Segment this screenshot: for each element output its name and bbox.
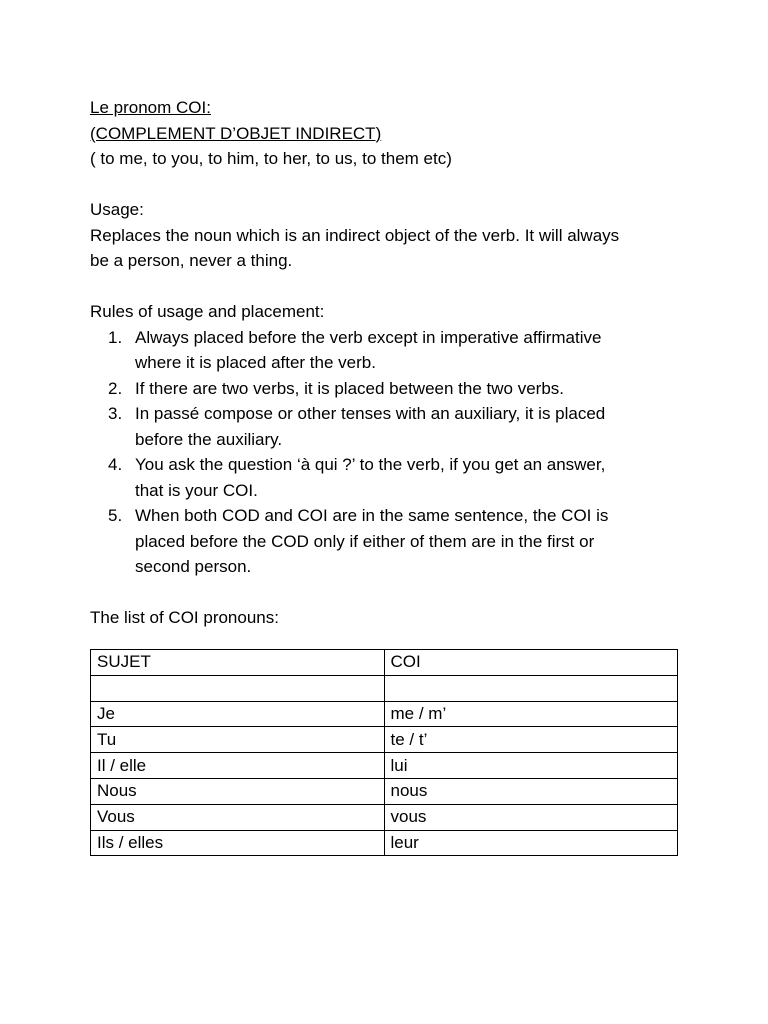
- rule-text-line: placed before the COD only if either of them are in the first or: [135, 531, 595, 551]
- table-cell: nous: [384, 778, 678, 804]
- table-cell: me / m’: [384, 701, 678, 727]
- table-cell: Tu: [91, 727, 385, 753]
- table-row: [91, 701, 678, 727]
- rule-text-line: In passé compose or other tenses with an auxiliary, it is placed: [135, 404, 606, 423]
- rule-number: 1.: [108, 327, 123, 347]
- table-cell: Vous: [91, 804, 385, 830]
- table-cell: Nous: [91, 778, 385, 804]
- list-heading: The list of COI pronouns:: [90, 608, 279, 627]
- rule-text-line: before the auxiliary.: [135, 429, 283, 449]
- spacer: [90, 274, 680, 300]
- table-cell: Ils / elles: [91, 830, 385, 856]
- rule-item-2: [90, 376, 680, 402]
- rule-text-line: that is your COI.: [135, 480, 258, 500]
- table-cell: [91, 675, 385, 701]
- coi-pronoun-table: [90, 649, 678, 856]
- table-header-cell: COI: [384, 650, 678, 676]
- table-header-cell: SUJET: [91, 650, 385, 676]
- rule-number: 2.: [108, 378, 123, 398]
- table-header-row: [91, 650, 678, 676]
- table-row: [91, 753, 678, 779]
- rule-text-line: where it is placed after the verb.: [135, 353, 376, 372]
- table-cell: Je: [91, 701, 385, 727]
- rule-text-line: Always placed before the verb except in imperative affirmative: [135, 327, 602, 347]
- rule-item-4: [90, 452, 680, 503]
- document-subtitle: (COMPLEMENT D’OBJET INDIRECT): [90, 123, 382, 143]
- table-cell: te / t’: [384, 727, 678, 753]
- rule-number: 3.: [108, 404, 123, 423]
- examples-text: ( to me, to you, to him, to her, to us, to them etc): [90, 149, 452, 168]
- usage-text-line-1: Replaces the noun which is an indirect object of the verb. It will always: [90, 225, 620, 245]
- spacer: [90, 172, 680, 198]
- document-body: [90, 95, 680, 631]
- rule-text-line: You ask the question ‘à qui ?’ to the verb, if you get an answer,: [135, 455, 606, 474]
- rules-list: [90, 325, 680, 580]
- table-row: [91, 804, 678, 830]
- table-cell: leur: [384, 830, 678, 856]
- usage-heading: Usage:: [90, 200, 144, 219]
- rule-text-line: If there are two verbs, it is placed between the two verbs.: [135, 378, 564, 398]
- rule-number: 4.: [108, 455, 123, 474]
- rule-text-line: second person.: [135, 557, 252, 576]
- table-row: [91, 830, 678, 856]
- table-cell: [384, 675, 678, 701]
- table-row: [91, 778, 678, 804]
- rule-text-line: When both COD and COI are in the same sentence, the COI is: [135, 506, 609, 525]
- rule-item-5: [90, 503, 680, 580]
- rules-heading: Rules of usage and placement:: [90, 302, 325, 321]
- document-title: Le pronom COI:: [90, 98, 211, 117]
- usage-text-line-2: be a person, never a thing.: [90, 251, 293, 270]
- table-cell: vous: [384, 804, 678, 830]
- table-cell: lui: [384, 753, 678, 779]
- rule-item-1: [90, 325, 680, 376]
- spacer: [90, 580, 680, 606]
- table-row: [91, 675, 678, 701]
- rule-item-3: [90, 401, 680, 452]
- rule-number: 5.: [108, 506, 123, 525]
- table-row: [91, 727, 678, 753]
- table-cell: Il / elle: [91, 753, 385, 779]
